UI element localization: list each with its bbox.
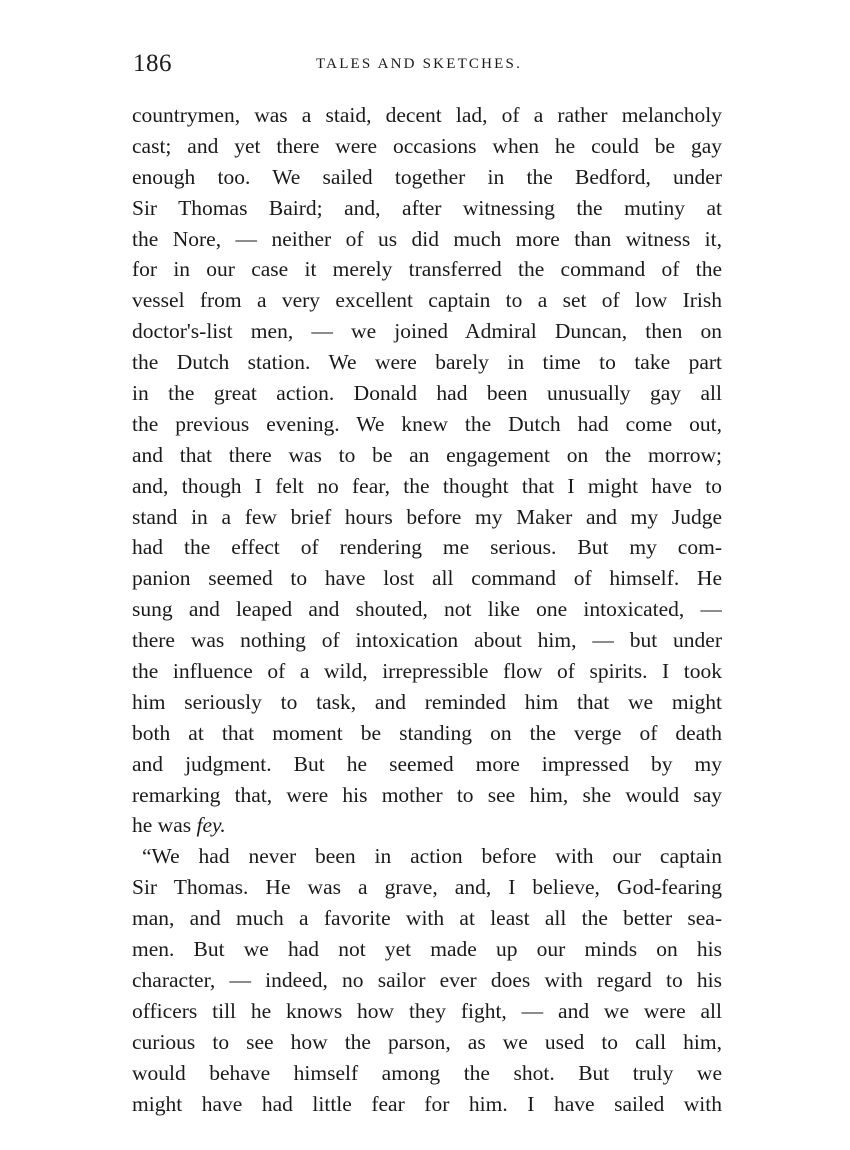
text-line: remarking that, were his mother to see him, she would say [132, 782, 722, 807]
text-line: the influence of a wild, irrepressible flow of spirits. I took [132, 659, 722, 684]
text-line: for in our case it merely transferred the command of the [132, 257, 722, 282]
text-line: would behave himself among the shot. But truly we [132, 1060, 722, 1085]
text-line: had the effect of rendering me serious. But my com- [132, 535, 722, 560]
text-line: stand in a few brief hours before my Maker and my Judge [132, 504, 722, 529]
text-line: in the great action. Donald had been unusually gay all [132, 381, 722, 406]
text-line: character, — indeed, no sailor ever does with regard to his [132, 967, 722, 992]
text-line: both at that moment be standing on the verge of death [132, 720, 722, 745]
text-line: Sir Thomas Baird; and, after witnessing the mutiny at [132, 195, 722, 220]
text-line: and judgment. But he seemed more impressed by my [132, 751, 722, 776]
running-title: TALES AND SKETCHES. [316, 56, 523, 72]
text-line: enough too. We sailed together in the Bedford, under [132, 164, 722, 189]
text-line: and, though I felt no fear, the thought that I might have to [132, 473, 722, 498]
text-line: might have had little fear for him. I have sailed with [132, 1091, 722, 1116]
text-line: Sir Thomas. He was a grave, and, I believe, God-fearing [132, 875, 722, 900]
text-line: the previous evening. We knew the Dutch had come out, [132, 411, 722, 436]
text-line: vessel from a very excellent captain to a set of low Irish [132, 288, 722, 313]
text-line: doctor's-list men, — we joined Admiral Duncan, then on [132, 319, 722, 344]
text-line: sung and leaped and shouted, not like one intoxicated, — [132, 597, 722, 622]
text-line: panion seemed to have lost all command of himself. He [132, 566, 722, 591]
text-line: men. But we had not yet made up our minds on his [132, 937, 722, 962]
running-head [133, 50, 723, 84]
paragraph-start-line: “We had never been in action before with our captain [142, 844, 722, 869]
page-number: 186 [133, 50, 172, 77]
text-line: man, and much a favorite with at least all the better sea- [132, 906, 722, 931]
text-line: and that there was to be an engagement on the morrow; [132, 442, 722, 467]
text-line: the Nore, — neither of us did much more than witness it, [132, 226, 722, 251]
text-line: him seriously to task, and reminded him that we might [132, 689, 722, 714]
text-line: there was nothing of intoxication about him, — but under [132, 628, 722, 653]
text-line: curious to see how the parson, as we used to call him, [132, 1029, 722, 1054]
italic-word: fey. [196, 813, 226, 838]
text-line: officers till he knows how they fight, — and we were all [132, 998, 722, 1023]
text-line: countrymen, was a staid, decent lad, of a rather melancholy [132, 103, 722, 127]
text-line: cast; and yet there were occasions when he could be gay [132, 133, 722, 158]
text-line: the Dutch station. We were barely in time to take part [132, 350, 722, 375]
text-span: he was [132, 813, 197, 838]
paragraph-end-line [132, 810, 722, 841]
text-body [132, 100, 722, 1119]
